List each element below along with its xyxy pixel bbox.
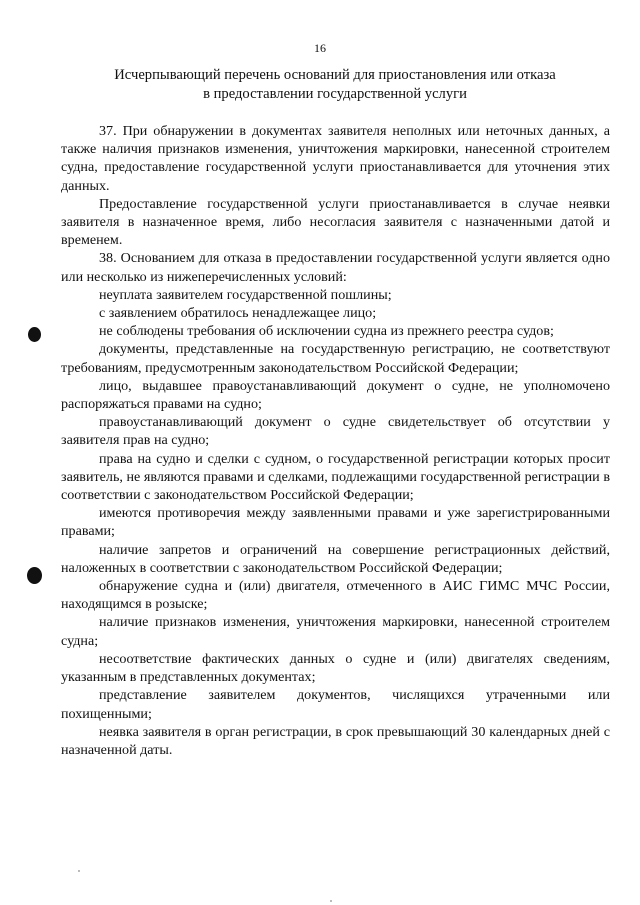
list-item: неуплата заявителем государственной пошлины; (99, 286, 392, 303)
scan-speck (78, 870, 80, 872)
paragraph-suspension-no-show: Предоставление государственной услуги приостанавливается в случае неявки заявителя в назначенное время, либо несогласия заявителя с назначенными датой и временем. (61, 195, 610, 249)
paragraph-37: 37. При обнаружении в документах заявителя неполных или неточных данных, а также наличия признаков изменения, уничтожения маркировки, нанесенной строителем судна, предоставление государственной услуги приостанавливается для уточнения этих данных. (61, 123, 610, 194)
paragraph-38: 38. Основанием для отказа в предоставлении государственной услуги является одно или несколько из нижеперечисленных условий: (61, 250, 610, 285)
list-item: представление заявителем документов, числящихся утраченными или похищенными; (61, 687, 610, 722)
list-item: не соблюдены требования об исключении судна из прежнего реестра судов; (99, 323, 554, 340)
list-item: неявка заявителя в орган регистрации, в срок превышающий 30 календарных дней с назначенной даты. (61, 723, 610, 758)
list-item: документы, представленные на государственную регистрацию, не соответствуют требованиям, предусмотренным законодательством Российской Федерации; (61, 341, 610, 376)
list-item: с заявлением обратилось ненадлежащее лицо; (99, 305, 377, 322)
section-heading-line-2: в предоставлении государственной услуги (203, 86, 467, 102)
list-item: несоответствие фактических данных о судне и (или) двигателях сведениям, указанным в представленных документах; (61, 650, 610, 686)
list-item: наличие запретов и ограничений на совершение регистрационных действий, наложенных в соответствии с законодательством Российской Федерации; (61, 541, 610, 576)
punch-hole-mark (28, 327, 41, 342)
section-heading-line-1: Исчерпывающий перечень оснований для приостановления или отказа (114, 67, 556, 83)
punch-hole-mark (27, 567, 42, 584)
list-item: обнаружение судна и (или) двигателя, отмеченного в АИС ГИМС МЧС России, находящимся в розыске; (61, 578, 610, 613)
list-item: имеются противоречия между заявленными правами и уже зарегистрированными правами; (61, 505, 610, 540)
list-item: лицо, выдавшее правоустанавливающий документ о судне, не уполномочено распоряжаться правами на судно; (61, 377, 610, 413)
list-item: права на судно и сделки с судном, о государственной регистрации которых просит заявитель, не являются правами и сделками, подлежащими государственной регистрации в соответствии с законодательством Российской Федерации; (61, 450, 610, 504)
list-item: правоустанавливающий документ о судне свидетельствует об отсутствии у заявителя прав на судно; (61, 414, 610, 449)
section-heading (60, 66, 610, 104)
scan-speck (330, 900, 332, 902)
body-text (61, 122, 610, 759)
page-number: 16 (314, 41, 326, 55)
list-item: наличие признаков изменения, уничтожения маркировки, нанесенной строителем судна; (61, 614, 610, 649)
